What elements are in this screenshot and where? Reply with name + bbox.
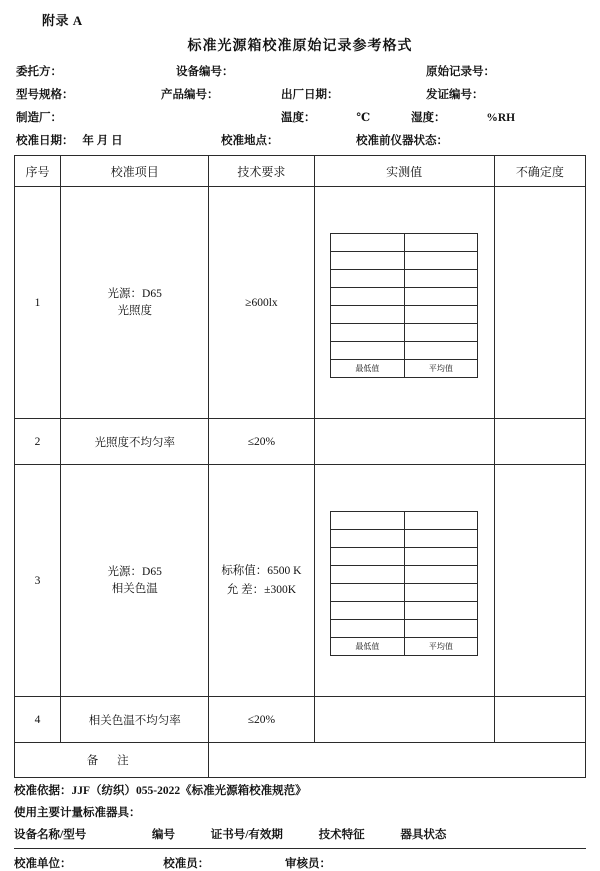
field-manufacture-date: 出厂日期： — [281, 89, 339, 101]
field-model-spec: 型号规格： — [16, 89, 74, 101]
field-calibration-unit: 校准单位： — [14, 858, 72, 870]
header-row-1 — [16, 63, 584, 79]
row-uncertainty — [494, 187, 585, 419]
measured-cell[interactable] — [404, 548, 478, 566]
column-header-item: 校准项目 — [61, 156, 209, 187]
measured-cell[interactable] — [331, 620, 405, 638]
measured-grid-row — [331, 252, 478, 270]
measured-grid-row — [331, 306, 478, 324]
field-temperature: 温度： ℃ — [281, 112, 371, 124]
column-header-measured: 实测值 — [314, 156, 494, 187]
row-uncertainty — [494, 465, 585, 697]
avg-value-label: 平均值 — [404, 360, 478, 378]
remark-label: 备 注 — [15, 743, 209, 778]
field-manufacturer: 制造厂： — [16, 112, 62, 124]
measured-cell[interactable] — [404, 288, 478, 306]
standards-col-status: 器具状态 — [400, 829, 447, 841]
row-no: 2 — [15, 419, 61, 465]
measured-grid-row — [331, 270, 478, 288]
page-title: 标准光源箱校准原始记录参考格式 — [187, 39, 413, 54]
measured-grid-row — [331, 548, 478, 566]
footer-divider — [14, 848, 586, 849]
calibration-table — [14, 155, 586, 778]
standards-columns — [14, 826, 586, 842]
measured-cell[interactable] — [404, 234, 478, 252]
column-header-requirement: 技术要求 — [209, 156, 314, 187]
row-requirement: ≥600lx — [209, 187, 314, 419]
measured-cell[interactable] — [404, 252, 478, 270]
measured-cell[interactable] — [404, 512, 478, 530]
measured-cell[interactable] — [331, 530, 405, 548]
field-calibration-date: 校准日期： 年 月 日 — [16, 135, 123, 147]
measured-cell[interactable] — [404, 342, 478, 360]
header-row-2 — [16, 86, 584, 102]
row-item: 光源：D65 相关色温 — [61, 465, 209, 697]
measured-grid-row — [331, 530, 478, 548]
table-row — [15, 465, 586, 697]
row-item: 光源：D65 光照度 — [61, 187, 209, 419]
measured-cell[interactable] — [331, 566, 405, 584]
table-header-row — [15, 156, 586, 187]
signature-row — [14, 855, 586, 871]
measured-cell[interactable] — [331, 548, 405, 566]
row-no: 4 — [15, 697, 61, 743]
standards-title: 使用主要计量标准器具： — [14, 807, 141, 819]
measured-cell[interactable] — [331, 234, 405, 252]
standards-col-cert: 证书号/有效期 — [210, 829, 283, 841]
measured-grid-row — [331, 512, 478, 530]
field-calibrator: 校准员： — [163, 858, 210, 870]
row-measured-grid — [314, 187, 494, 419]
table-row — [15, 419, 586, 465]
measured-cell[interactable] — [331, 288, 405, 306]
measured-cell[interactable] — [404, 306, 478, 324]
field-client: 委托方： — [16, 66, 62, 78]
measured-cell[interactable] — [331, 252, 405, 270]
row-no: 3 — [15, 465, 61, 697]
measured-grid — [330, 511, 478, 656]
measured-grid-row — [331, 234, 478, 252]
column-header-uncertainty: 不确定度 — [494, 156, 585, 187]
field-humidity: 湿度： %RH — [411, 112, 516, 124]
measured-cell[interactable] — [404, 324, 478, 342]
measured-grid-summary-row — [331, 638, 478, 656]
field-certificate-no: 发证编号： — [426, 89, 484, 101]
table-row — [15, 187, 586, 419]
field-reviewer: 审核员： — [285, 858, 331, 870]
field-calibration-place: 校准地点： — [221, 135, 279, 147]
column-header-no: 序号 — [15, 156, 61, 187]
measured-grid-row — [331, 288, 478, 306]
row-measured-grid — [314, 465, 494, 697]
measured-cell[interactable] — [404, 270, 478, 288]
row-no: 1 — [15, 187, 61, 419]
measured-cell[interactable] — [404, 566, 478, 584]
calibration-basis: 校准依据：JJF（纺织）055-2022《标准光源箱校准规范》 — [14, 785, 307, 797]
measured-grid-summary-row — [331, 360, 478, 378]
standards-col-no: 编号 — [151, 829, 175, 841]
document-footer — [14, 782, 586, 871]
standards-col-name: 设备名称/型号 — [14, 829, 87, 841]
measured-grid-row — [331, 602, 478, 620]
header-row-3 — [16, 109, 584, 125]
measured-cell[interactable] — [404, 530, 478, 548]
measured-cell[interactable] — [331, 324, 405, 342]
measured-cell[interactable] — [404, 584, 478, 602]
row-requirement: 标称值：6500 K 允 差：±300K — [209, 465, 314, 697]
row-uncertainty — [494, 419, 585, 465]
measured-grid-row — [331, 566, 478, 584]
field-equipment-no: 设备编号： — [176, 66, 234, 78]
min-value-label: 最低值 — [331, 638, 405, 656]
row-requirement: ≤20% — [209, 697, 314, 743]
standards-col-feature: 技术特征 — [318, 829, 365, 841]
header-info — [16, 63, 584, 148]
row-measured[interactable] — [314, 419, 494, 465]
measured-grid-row — [331, 342, 478, 360]
row-item: 相关色温不均匀率 — [61, 697, 209, 743]
row-item: 光照度不均匀率 — [61, 419, 209, 465]
measured-cell[interactable] — [404, 602, 478, 620]
field-instrument-status-before: 校准前仪器状态： — [356, 135, 448, 147]
table-row — [15, 697, 586, 743]
measured-grid-row — [331, 584, 478, 602]
row-uncertainty — [494, 697, 585, 743]
measured-cell[interactable] — [331, 270, 405, 288]
measured-grid-row — [331, 324, 478, 342]
header-row-4 — [16, 132, 584, 148]
row-measured[interactable] — [314, 697, 494, 743]
measured-cell[interactable] — [331, 584, 405, 602]
appendix-label: 附录 A — [42, 13, 83, 28]
measured-grid-row — [331, 620, 478, 638]
remark-row — [15, 743, 586, 778]
measured-cell[interactable] — [331, 306, 405, 324]
field-product-no: 产品编号： — [161, 89, 219, 101]
avg-value-label: 平均值 — [404, 638, 478, 656]
measured-cell[interactable] — [331, 342, 405, 360]
measured-cell[interactable] — [331, 512, 405, 530]
field-record-no: 原始记录号： — [426, 66, 495, 78]
measured-cell[interactable] — [331, 602, 405, 620]
measured-grid — [330, 233, 478, 378]
min-value-label: 最低值 — [331, 360, 405, 378]
row-requirement: ≤20% — [209, 419, 314, 465]
measured-cell[interactable] — [404, 620, 478, 638]
remark-value[interactable] — [209, 743, 586, 778]
